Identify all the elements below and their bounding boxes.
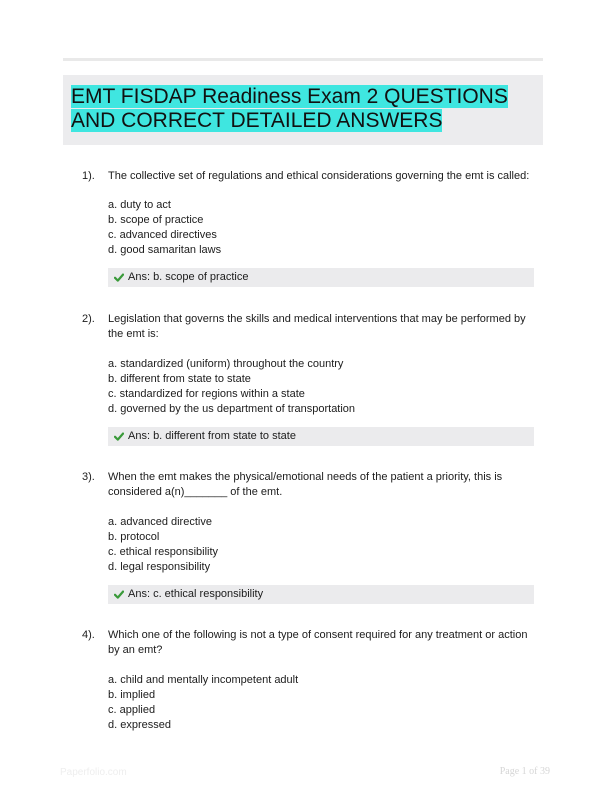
options-list (108, 515, 218, 575)
option-b: b. scope of practice (108, 214, 204, 226)
answer-box (108, 268, 534, 287)
option-d: d. legal responsibility (108, 561, 211, 573)
checkmark-icon (114, 432, 124, 441)
question-number: 4). (82, 629, 95, 641)
option-c: c. advanced directives (108, 229, 217, 241)
option-d: d. good samaritan laws (108, 244, 222, 256)
option-a: a. child and mentally incompetent adult (108, 674, 299, 686)
question-number: 3). (82, 471, 95, 483)
answer-box (108, 585, 534, 604)
answer-text: Ans: b. scope of practice (128, 271, 249, 283)
options-list (108, 357, 355, 417)
option-c: c. applied (108, 704, 156, 716)
top-divider (63, 58, 543, 61)
options-list (108, 198, 221, 258)
question-text: Which one of the following is not a type of consent required for any treatment or action by an emt? (108, 629, 528, 656)
answer-text: Ans: b. different from state to state (128, 430, 296, 442)
option-d: d. expressed (108, 719, 171, 731)
title-banner (63, 75, 543, 145)
option-a: a. advanced directive (108, 516, 212, 528)
checkmark-icon (114, 590, 124, 599)
answer-text: Ans: c. ethical responsibility (128, 588, 264, 600)
question-text: Legislation that governs the skills and medical interventions that may be performed by the emt is: (108, 313, 526, 340)
answer-box (108, 427, 534, 446)
option-b: b. implied (108, 689, 156, 701)
option-d: d. governed by the us department of transportation (108, 403, 356, 415)
options-list (108, 673, 298, 733)
document-title: EMT FISDAP Readiness Exam 2 QUESTIONS AND CORRECT DETAILED ANSWERS (71, 85, 508, 132)
option-c: c. standardized for regions within a state (108, 388, 305, 400)
option-a: a. standardized (uniform) throughout the country (108, 358, 344, 370)
question-number: 1). (82, 170, 95, 182)
option-a: a. duty to act (108, 199, 171, 211)
footer-site-watermark: Paperfolio.com (60, 767, 127, 778)
option-b: b. protocol (108, 531, 160, 543)
checkmark-icon (114, 273, 124, 282)
page-number: Page 1 of 39 (499, 766, 550, 777)
question-number: 2). (82, 313, 95, 325)
question-text: When the emt makes the physical/emotional needs of the patient a priority, this is considered a(n)_______ of the emt. (108, 471, 503, 498)
option-b: b. different from state to state (108, 373, 251, 385)
question-text: The collective set of regulations and ethical considerations governing the emt is called: (108, 170, 530, 182)
option-c: c. ethical responsibility (108, 546, 219, 558)
